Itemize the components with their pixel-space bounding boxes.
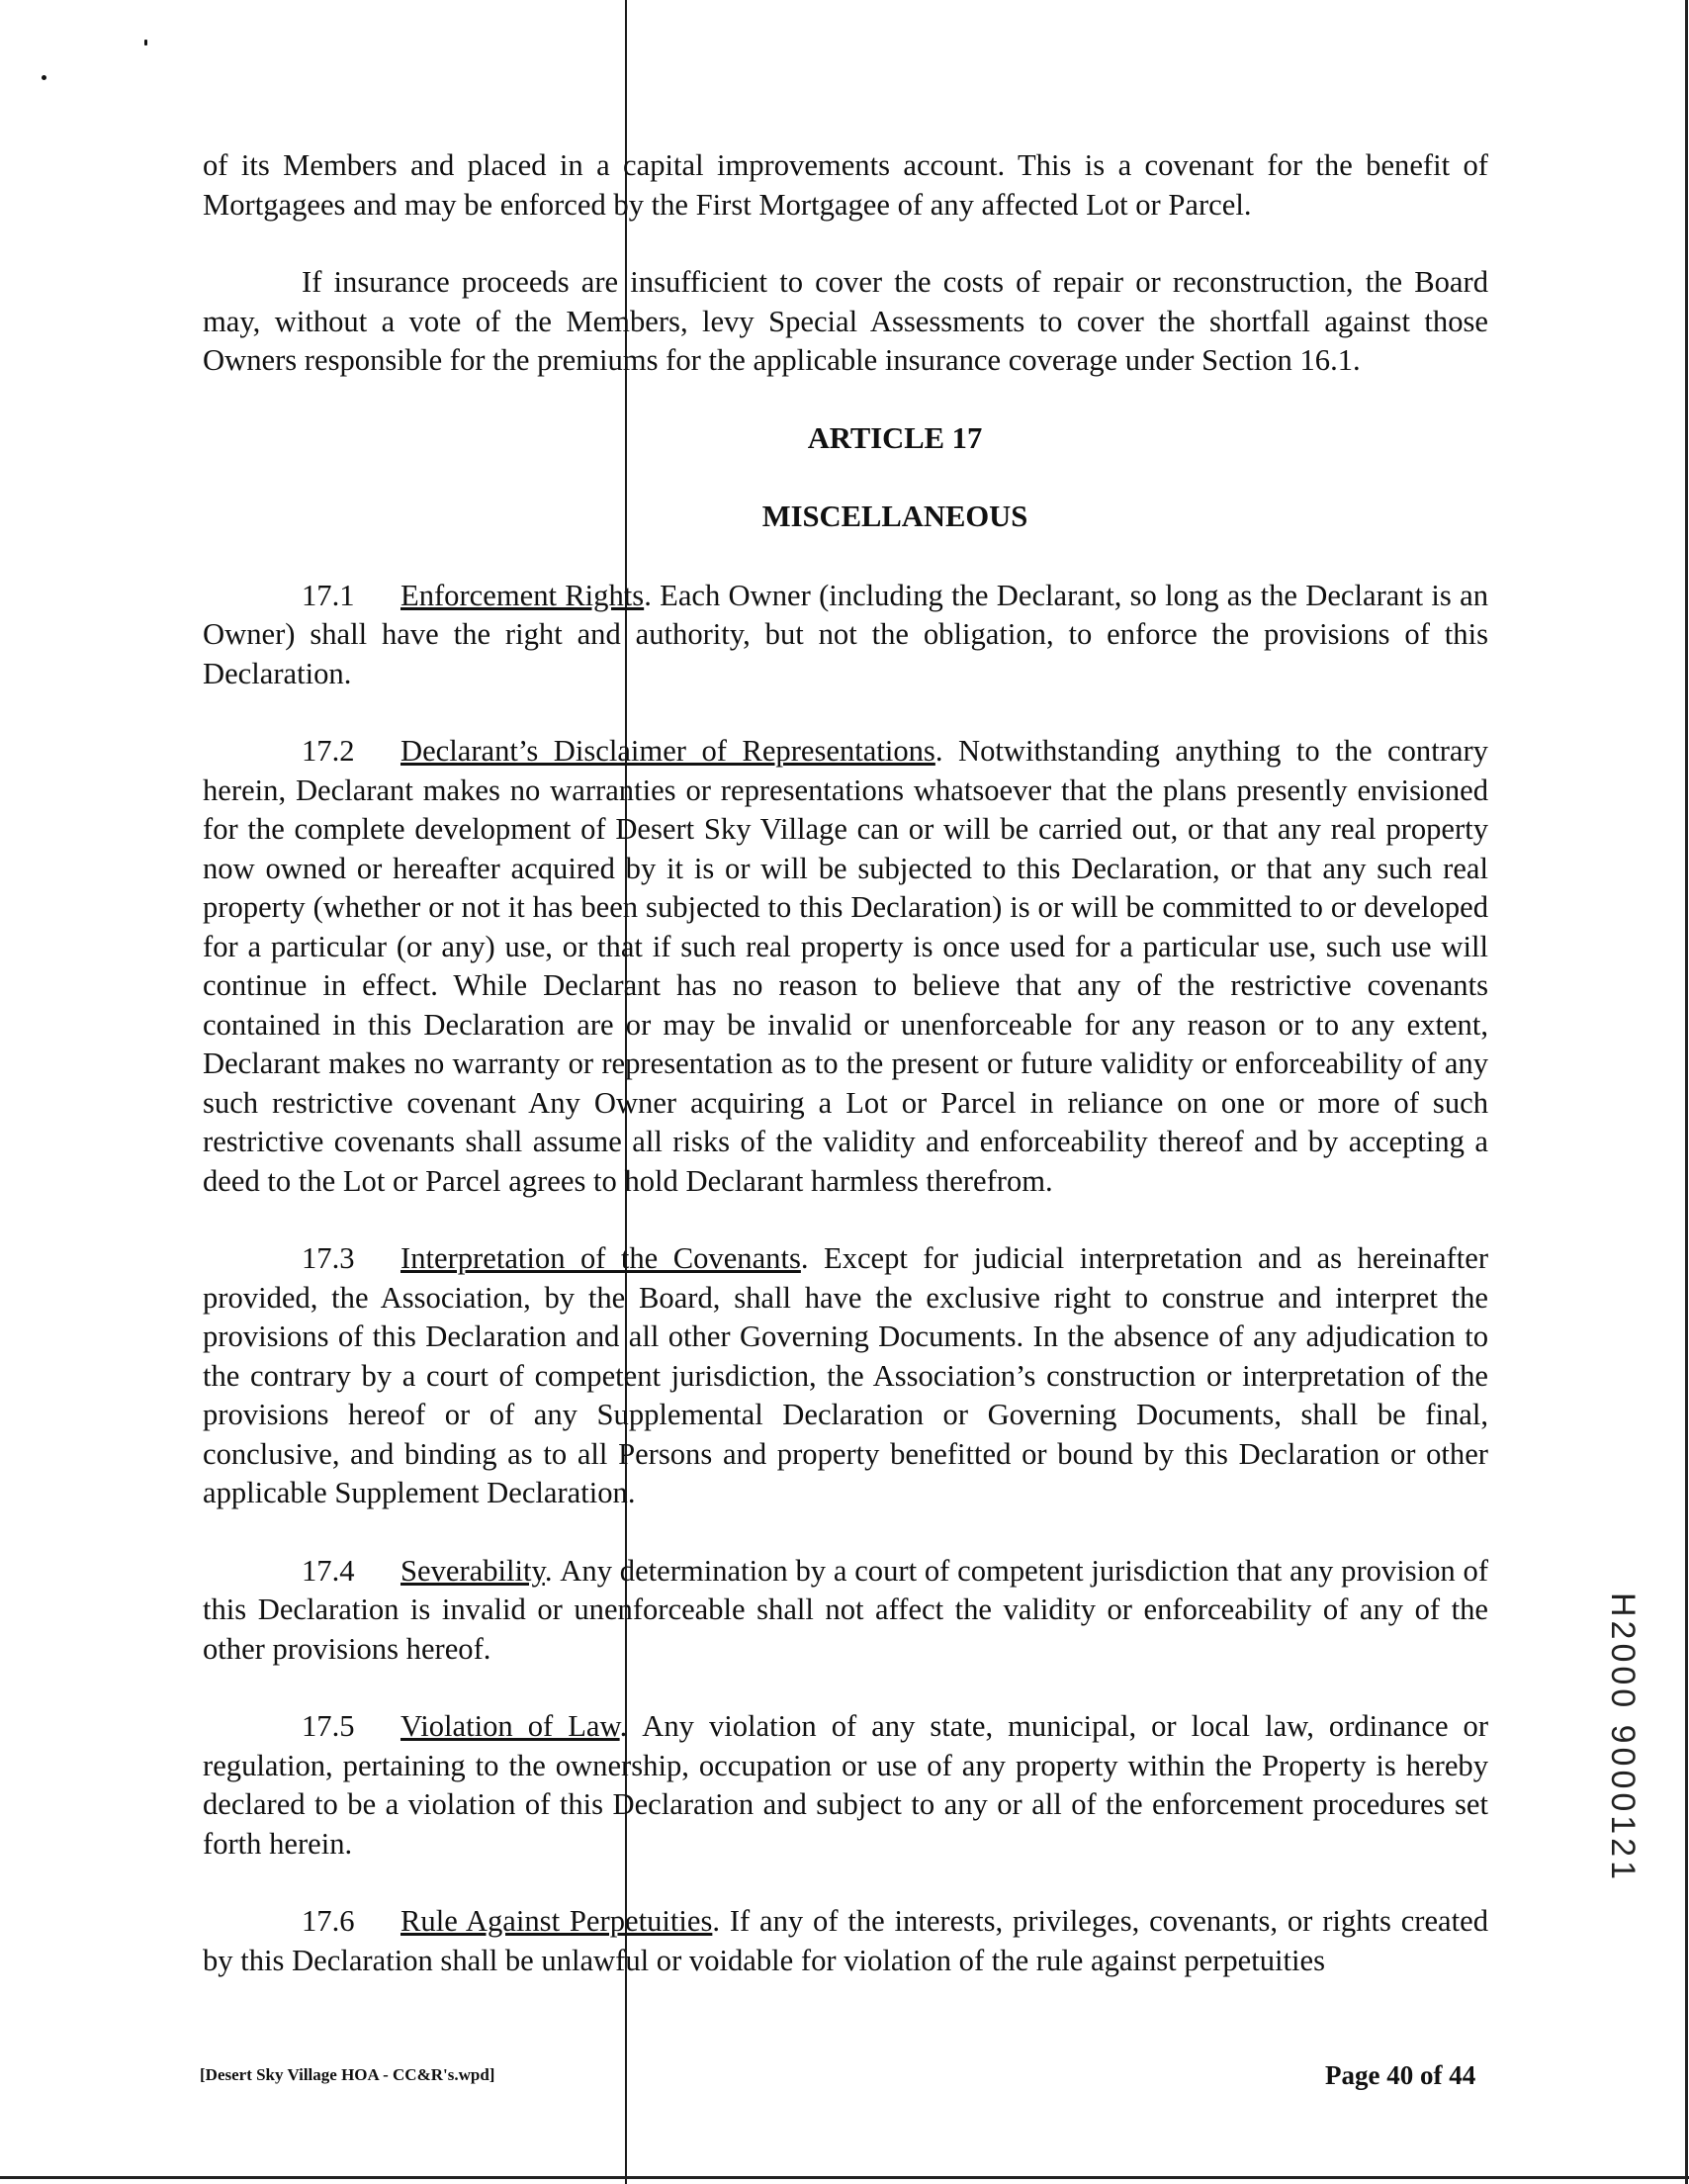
- section-17-6: 17.6 Rule Against Perpetuities. If any of the interests, privileges, covenants, or rights created by this Declaration shall be unlawful or voidable for violation of the rule against perpetuities: [203, 1904, 1489, 1977]
- section-text: Each Owner (including the Declarant, so long as the Declarant is an Owner) shall have the right and authority, but not the obligation, to enforce the provisions of this Declaration.: [203, 578, 1488, 690]
- section-number: 17.4: [302, 1553, 355, 1588]
- section-text: Any violation of any state, municipal, or local law, ordinance or regulation, pertaining to the ownership, occupation or use of any property within the Property is hereby declared to be a violation of this Declaration and subject to any or all of the enforcement procedures set forth herein.: [203, 1709, 1489, 1861]
- section-17-4: 17.4 Severability. Any determination by a court of competent jurisdiction that any provision of this Declaration is invalid or unenforceable shall not affect the validity or enforceability of any of the other provisions hereof.: [203, 1553, 1489, 1666]
- side-stamp: H2000 9000121: [1604, 1592, 1642, 1884]
- section-text: Notwithstanding anything to the contrary herein, Declarant makes no warranties or representations whatsoever that the plans presently envisioned for the complete development of Desert Sky Village can or will be carried out, or that any real property now owned or hereafter acquired by it is or will be subjected to this Declaration, or that any such real property (whether or not it has been subjected to this Declaration) is or will be committed to or developed for a particular (or any) use, or that if such real property is once used for a particular use, such use will continue in effect. While Declarant has no reason to believe that any of the restrictive covenants contained in this Declaration are or may be invalid or unenforceable for any reason or to any extent, Declarant makes no warranty or representation as to the present or future validity or enforceability of any such restrictive covenant Any Owner acquiring a Lot or Parcel in reliance on one or more of such restrictive covenants shall assume all risks of the validity and enforceability thereof and by accepting a deed to the Lot or Parcel agrees to hold Declarant harmless therefrom.: [203, 734, 1488, 1198]
- section-number: 17.3: [302, 1241, 355, 1275]
- scan-border-bottom: [0, 2176, 1689, 2179]
- section-number: 17.2: [302, 734, 355, 768]
- section-title: Rule Against Perpetuities: [400, 1904, 713, 1938]
- document-body: [203, 146, 1488, 2019]
- section-title: Enforcement Rights: [400, 578, 645, 612]
- section-title: Declarant’s Disclaimer of Representations: [400, 734, 935, 768]
- section-number: 17.5: [302, 1709, 355, 1743]
- scan-border-right: [1685, 0, 1688, 2184]
- article-number: ARTICLE 17: [807, 420, 983, 455]
- section-text: Any determination by a court of competent jurisdiction that any provision of this Declaration is invalid or unenforceable shall not affect the validity or enforceability of any of the other provisions hereof.: [203, 1553, 1489, 1666]
- article-title: MISCELLANEOUS: [761, 500, 1028, 533]
- section-17-3: 17.3 Interpretation of the Covenants. Except for judicial interpretation and as hereinafter provided, the Association, by the Board, shall have the exclusive right to construe and interpret the provisions of this Declaration and all other Governing Documents. In the absence of any adjudication to the contrary by a court of competent jurisdiction, the Association’s construction or interpretation of the provisions hereof or of any Supplemental Declaration or Governing Documents, shall be final, conclusive, and binding as to all Persons and property benefitted or bound by this Declaration or other applicable Supplement Declaration.: [203, 1241, 1489, 1509]
- section-number: 17.1: [302, 578, 355, 612]
- section-title: Interpretation of the Covenants: [400, 1241, 801, 1275]
- footer-page-number: Page 40 of 44: [1325, 2060, 1476, 2090]
- section-title: Severability: [400, 1553, 545, 1588]
- section-17-1: 17.1 Enforcement Rights. Each Owner (including the Declarant, so long as the Declarant is an Owner) shall have the right and authority, but not the obligation, to enforce the provisions of this Declaration.: [203, 578, 1488, 690]
- section-number: 17.6: [302, 1904, 355, 1938]
- section-17-5: 17.5 Violation of Law. Any violation of any state, municipal, or local law, ordinance or regulation, pertaining to the ownership, occupation or use of any property within the Property is hereby declared to be a violation of this Declaration and subject to any or all of the enforcement procedures set forth herein.: [203, 1709, 1489, 1861]
- footer-filename: [Desert Sky Village HOA - CC&R's.wpd]: [200, 2065, 495, 2084]
- scan-speck: [144, 40, 147, 46]
- scan-speck: [42, 75, 46, 80]
- section-17-2: 17.2 Declarant’s Disclaimer of Representations. Notwithstanding anything to the contrary herein, Declarant makes no warranties or representations whatsoever that the plans presently envisioned for the complete development of Desert Sky Village can or will be carried out, or that any real property now owned or hereafter acquired by it is or will be subjected to this Declaration, or that any such real property (whether or not it has been subjected to this Declaration) is or will be committed to or developed for a particular (or any) use, or that if such real property is once used for a particular use, such use will continue in effect. While Declarant has no reason to believe that any of the restrictive covenants contained in this Declaration are or may be invalid or unenforceable for any reason or to any extent, Declarant makes no warranty or representation as to the present or future validity or enforceability of any such restrictive covenant Any Owner acquiring a Lot or Parcel in reliance on one or more of such restrictive covenants shall assume all risks of the validity and enforceability thereof and by accepting a deed to the Lot or Parcel agrees to hold Declarant harmless therefrom.: [203, 734, 1488, 1198]
- section-text: If any of the interests, privileges, covenants, or rights created by this Declaration shall be unlawful or voidable for violation of the rule against perpetuities: [203, 1904, 1489, 1977]
- continuation-paragraph: of its Members and placed in a capital improvements account. This is a covenant for the benefit of Mortgagees and may be enforced by the First Mortgagee of any affected Lot or Parcel.: [203, 148, 1488, 222]
- insurance-paragraph: If insurance proceeds are insufficient to cover the costs of repair or reconstruction, the Board may, without a vote of the Members, levy Special Assessments to cover the shortfall against those Owners responsible for the premiums for the applicable insurance coverage under Section 16.1.: [203, 265, 1488, 377]
- section-text: Except for judicial interpretation and as hereinafter provided, the Association, by the Board, shall have the exclusive right to construe and interpret the provisions of this Declaration and all other Governing Documents. In the absence of any adjudication to the contrary by a court of competent jurisdiction, the Association’s construction or interpretation of the provisions hereof or of any Supplemental Declaration or Governing Documents, shall be final, conclusive, and binding as to all Persons and property benefitted or bound by this Declaration or other applicable Supplement Declaration.: [203, 1241, 1489, 1509]
- section-title: Violation of Law: [400, 1709, 620, 1743]
